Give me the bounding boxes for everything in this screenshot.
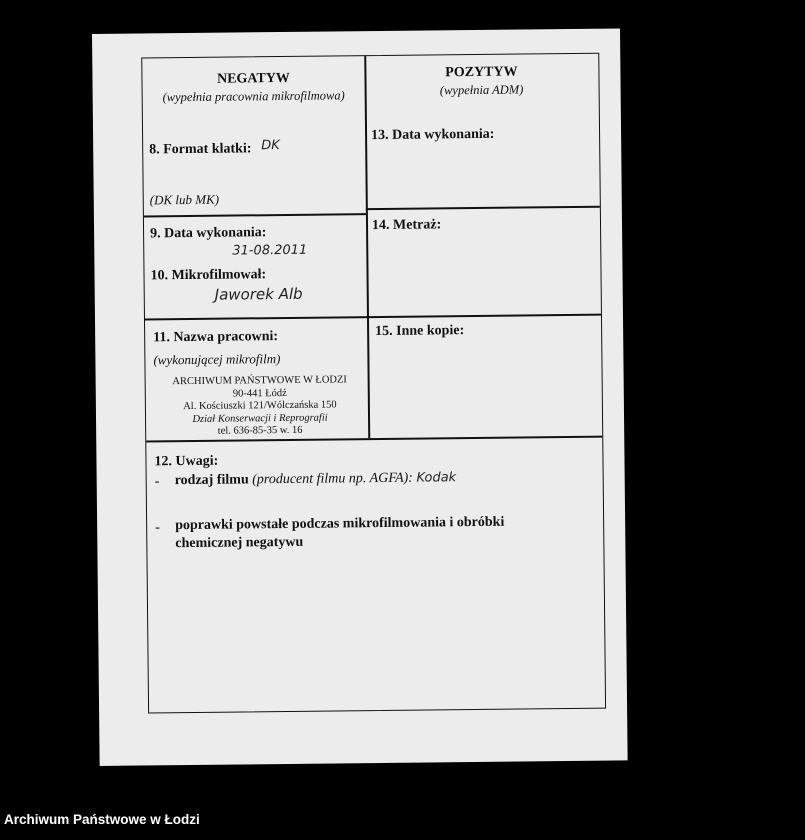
field12-label: 12. Uwagi: (154, 453, 219, 470)
row-divider-1 (366, 206, 600, 210)
pozytyw-title: POZYTYW (445, 64, 518, 81)
field8-hint: (DK lub MK) (149, 191, 220, 208)
bullet1-text: rodzaj filmu (producent filmu np. AGFA): Kodak (174, 470, 457, 489)
negatyw-title: NEGATYW (216, 70, 290, 87)
archive-footer: Archiwum Państwowe w Łodzi (4, 812, 200, 827)
field8-value: DK (261, 138, 280, 154)
bullet2-dash: - (155, 520, 160, 536)
field15-label: 15. Inne kopie: (375, 323, 465, 340)
column-divider (364, 56, 370, 438)
field13-label: 13. Data wykonania: (371, 126, 495, 144)
bullet2-line1: poprawki powstałe podczas mikrofilmowania i obróbki (175, 514, 505, 534)
field14-label: 14. Metraż: (371, 217, 442, 234)
bullet1-dash: - (154, 474, 160, 490)
pozytyw-subtitle: (wypełnia ADM) (439, 82, 524, 98)
form-frame (141, 53, 606, 714)
field10-label: 10. Mikrofilmował: (150, 267, 267, 284)
row-divider-3 (145, 314, 601, 320)
field11-label: 11. Nazwa pracowni: (153, 329, 279, 346)
field10-value: Jaworek Alb (214, 284, 303, 304)
field9-label: 9. Data wykonania: (150, 225, 267, 242)
negatyw-subtitle: (wypełnia pracownia mikrofilmowa) (162, 88, 345, 105)
archive-stamp: ARCHIWUM PAŃSTWOWE W ŁODZI 90-441 Łódź Al. Kościuszki 121/Wólczańska 150 Dział Konserwacji i Reprografii tel. 636-85-35 w. 16 (172, 374, 347, 437)
field11-hint: (wykonującej mikrofilm) (153, 351, 281, 368)
microfilm-card (92, 28, 628, 765)
row-divider-2 (144, 213, 366, 217)
bullet2-line2: chemicznej negatywu (175, 534, 304, 552)
field8-label: 8. Format klatki: (149, 141, 252, 158)
field9-value: 31-08.2011 (232, 242, 308, 259)
